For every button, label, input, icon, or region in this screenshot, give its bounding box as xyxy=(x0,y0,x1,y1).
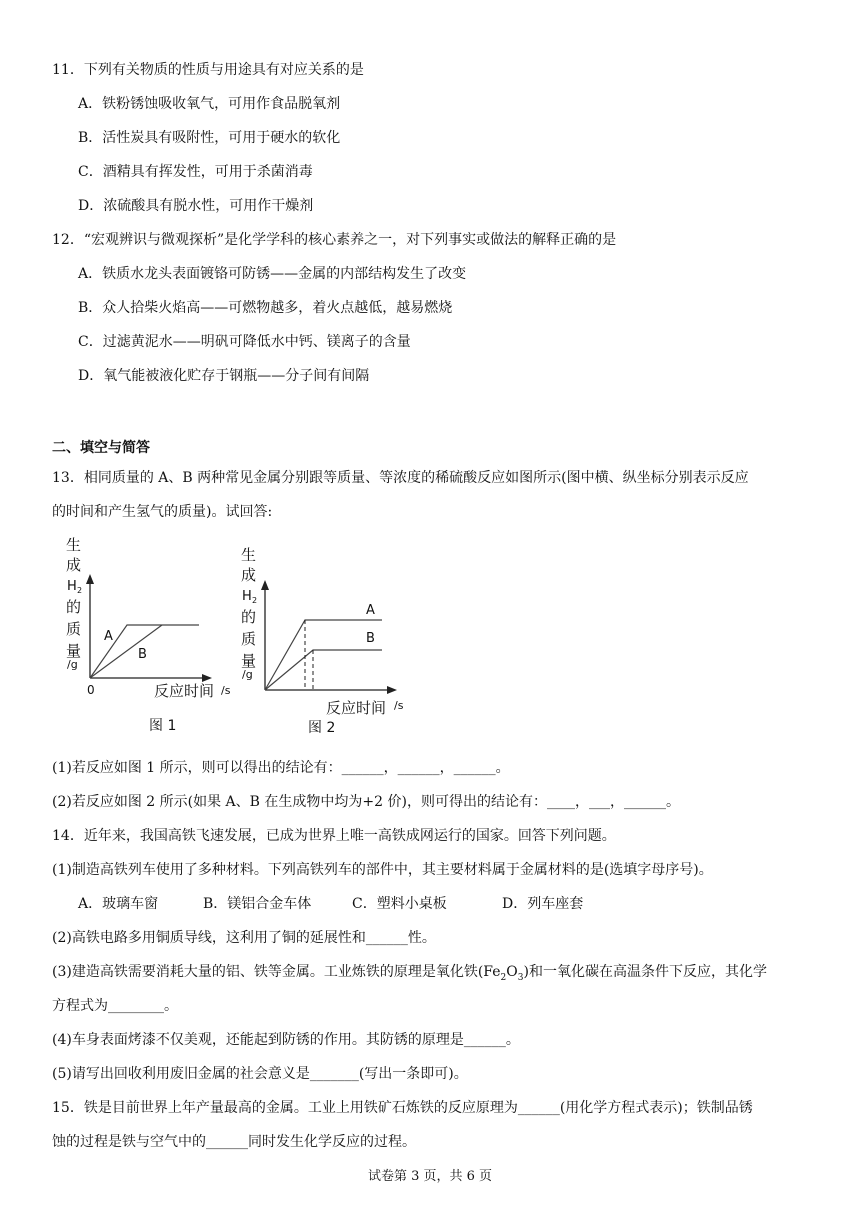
q11-option-a: A．铁粉锈蚀吸收氧气，可用作食品脱氧剂 xyxy=(78,96,341,112)
q14-stem: 14．近年来，我国高铁飞速发展，已成为世界上唯一高铁成网运行的国家。回答下列问题。 xyxy=(52,828,616,844)
fig1-curve-b xyxy=(90,625,162,678)
fig2-ylabel-char: 量 xyxy=(241,652,257,670)
fig1-y-axis-label xyxy=(66,536,82,671)
page-footer: 试卷第 3 页，共 6 页 xyxy=(367,1169,493,1184)
fig1-ylabel-char: 量 xyxy=(66,642,82,660)
q12-stem: 12．“宏观辨识与微观探析”是化学学科的核心素养之一，对下列事实或做法的解释正确的是 xyxy=(52,232,617,248)
q14-sub3-text-b: )和一氧化碳在高温条件下反应，其化学 xyxy=(523,964,767,980)
section-title: 二、填空与简答 xyxy=(52,440,150,456)
figure-1 xyxy=(55,530,245,740)
q11-option-d: D．浓硫酸具有脱水性，可用作干燥剂 xyxy=(78,198,314,214)
q14-sub3-text-mid: O xyxy=(506,964,518,980)
q14-sub3-line1 xyxy=(52,962,767,988)
q14-sub4: (4)车身表面烤漆不仅美观，还能起到防锈的作用。其防锈的原理是______。 xyxy=(52,1032,520,1048)
q13-sub2: (2)若反应如图 2 所示(如果 A、B 在生成物中均为+2 价)，则可得出的结论有：____，___，______。 xyxy=(52,794,680,810)
fig1-x-arrow xyxy=(202,674,212,682)
fig2-xlabel: 反应时间 xyxy=(326,699,387,717)
q14-sub3-text-a: (3)建造高铁需要消耗大量的铝、铁等金属。工业炼铁的原理是氧化铁(Fe xyxy=(52,964,501,980)
fig1-ylabel-char: 生 xyxy=(66,536,82,554)
fig2-ylabel-char: 质 xyxy=(241,630,257,648)
q15-line1: 15．铁是目前世界上年产量最高的金属。工业上用铁矿石炼铁的反应原理为______(用化学方程式表示)；铁制品锈 xyxy=(52,1100,753,1116)
fig1-xlabel: 反应时间 xyxy=(154,682,215,700)
q12-option-b: B．众人拾柴火焰高——可燃物越多，着火点越低，越易燃烧 xyxy=(78,300,453,316)
fig1-ylabel-char: 的 xyxy=(66,598,82,616)
fig2-x-arrow xyxy=(387,686,397,694)
fig2-y-arrow xyxy=(261,580,269,590)
q13-stem-line1: 13．相同质量的 A、B 两种常见金属分别跟等质量、等浓度的稀硫酸反应如图所示(图中横、纵坐标分别表示反应 xyxy=(52,470,749,486)
fig1-ylabel-char: 质 xyxy=(66,620,82,638)
fig1-caption: 图 1 xyxy=(149,718,177,734)
q14-option-b: B．镁铝合金车体 xyxy=(203,896,312,912)
fig2-ylabel-char: /g xyxy=(242,668,253,681)
fig2-ylabel-char: H xyxy=(242,589,252,604)
q14-sub3-subscript: 3 xyxy=(517,972,524,983)
q11-stem: 11．下列有关物质的性质与用途具有对应关系的是 xyxy=(52,62,364,78)
fig2-ylabel-sub: 2 xyxy=(252,596,258,605)
q11-option-b: B．活性炭具有吸附性，可用于硬水的软化 xyxy=(78,130,341,146)
q12-option-d: D．氧气能被液化贮存于钢瓶——分子间有间隔 xyxy=(78,368,370,384)
fig1-label-a: A xyxy=(104,629,113,644)
q14-sub1: (1)制造高铁列车使用了多种材料。下列高铁列车的部件中，其主要材料属于金属材料的是(选填字母序号)。 xyxy=(52,862,713,878)
q11-option-c: C．酒精具有挥发性，可用于杀菌消毒 xyxy=(78,164,313,180)
q14-sub2: (2)高铁电路多用铜质导线，这利用了铜的延展性和______性。 xyxy=(52,930,436,946)
q14-sub3-subscript: 2 xyxy=(500,972,507,983)
fig2-curve-a xyxy=(265,620,382,690)
fig2-xunit: /s xyxy=(394,699,404,712)
fig1-origin: 0 xyxy=(87,683,95,697)
q13-stem-line2: 的时间和产生氢气的质量)。试回答: xyxy=(52,504,273,520)
q14-sub3-line2: 方程式为________。 xyxy=(52,998,178,1014)
fig2-ylabel-char: 的 xyxy=(241,608,257,626)
fig2-caption: 图 2 xyxy=(308,720,336,736)
fig1-xunit: /s xyxy=(221,684,231,697)
fig1-ylabel-char: 成 xyxy=(66,556,82,574)
q14-sub5: (5)请写出回收利用废旧金属的社会意义是_______(写出一条即可)。 xyxy=(52,1066,468,1082)
q14-option-d: D．列车座套 xyxy=(502,896,584,912)
q14-option-a: A．玻璃车窗 xyxy=(78,896,159,912)
fig1-ylabel-sub: 2 xyxy=(77,586,83,595)
fig2-ylabel-char: 生 xyxy=(241,546,257,564)
q13-sub1: (1)若反应如图 1 所示，则可以得出的结论有：______，______，______。 xyxy=(52,760,510,776)
fig1-ylabel-char: H xyxy=(67,579,77,594)
q15-line2: 蚀的过程是铁与空气中的______同时发生化学反应的过程。 xyxy=(52,1134,416,1150)
fig1-ylabel-char: /g xyxy=(67,658,78,671)
fig2-curve-b xyxy=(265,650,382,690)
fig2-label-b: B xyxy=(366,631,375,646)
fig2-y-axis-label xyxy=(241,546,257,681)
q14-option-c: C．塑料小桌板 xyxy=(352,896,447,912)
q12-option-c: C．过滤黄泥水——明矾可降低水中钙、镁离子的含量 xyxy=(78,334,411,350)
fig2-label-a: A xyxy=(366,603,375,618)
q12-option-a: A．铁质水龙头表面镀铬可防锈——金属的内部结构发生了改变 xyxy=(78,266,467,282)
figure-2 xyxy=(232,542,422,742)
fig2-ylabel-char: 成 xyxy=(241,566,257,584)
fig1-y-arrow xyxy=(86,574,94,584)
fig1-label-b: B xyxy=(138,647,147,662)
